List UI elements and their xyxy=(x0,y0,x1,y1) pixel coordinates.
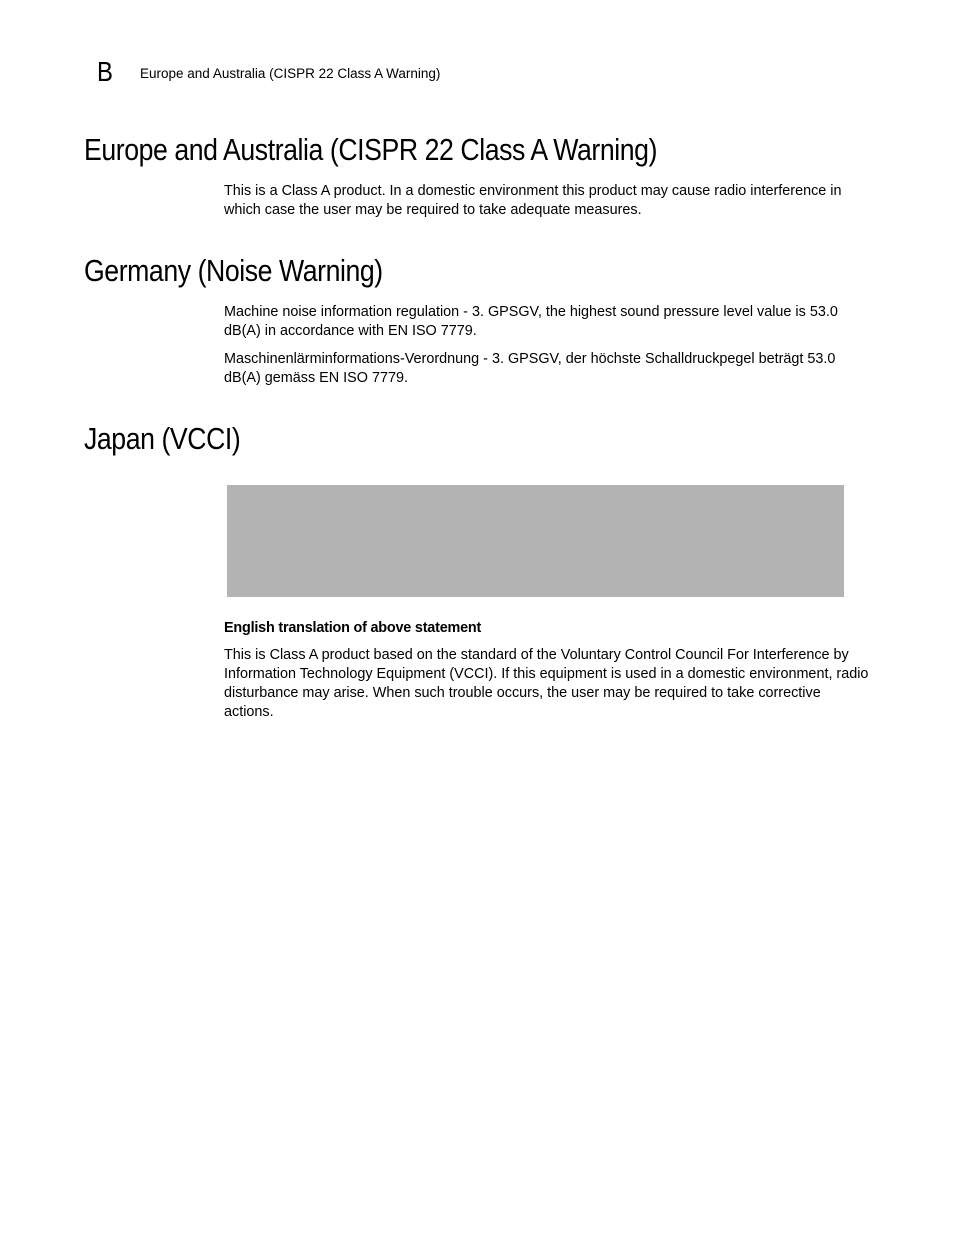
vcci-statement-image xyxy=(227,485,844,597)
translation-subheading: English translation of above statement xyxy=(224,620,482,636)
section-title-europe-australia: Europe and Australia (CISPR 22 Class A Warning) xyxy=(84,132,658,167)
running-head: Europe and Australia (CISPR 22 Class A Warning) xyxy=(140,66,441,81)
paragraph-vcci-translation: This is Class A product based on the standard of the Voluntary Control Council For Interference by Information Technology Equipment (VCCI). If this equipment is used in a domestic environment, radio disturbance may arise. When such trouble occurs, the user may be required to take corrective actions. xyxy=(224,647,869,720)
paragraph-class-a-warning: This is a Class A product. In a domestic environment this product may cause radio interference in which case the user may be required to take adequate measures. xyxy=(224,183,842,218)
paragraph-noise-german: Maschinenlärminformations-Verordnung - 3. GPSGV, der höchste Schalldruckpegel beträgt 53.0 dB(A) gemäss EN ISO 7779. xyxy=(224,351,836,386)
paragraph-noise-english: Machine noise information regulation - 3. GPSGV, the highest sound pressure level value is 53.0 dB(A) in accordance with EN ISO 7779. xyxy=(224,304,838,339)
page-header xyxy=(97,56,440,88)
appendix-letter: B xyxy=(97,56,113,87)
section-title-japan: Japan (VCCI) xyxy=(84,421,241,456)
section-title-germany: Germany (Noise Warning) xyxy=(84,253,383,288)
